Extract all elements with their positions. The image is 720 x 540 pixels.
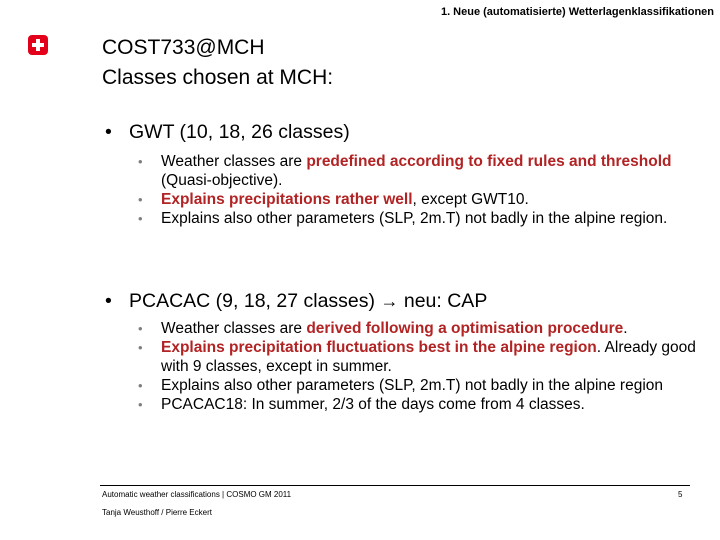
gwt-item-suffix: , except GWT10. <box>412 191 529 208</box>
pcacac-item: • PCACAC18: In summer, 2/3 of the days come from 4 classes. <box>138 396 585 413</box>
pcacac-item: • Weather classes are derived following a optimisation procedure. <box>138 320 628 337</box>
section-header-title: 1. Neue (automatisierte) Wetterlagenklassifikationen <box>440 6 714 18</box>
pcacac-item-highlight: derived following a optimisation procedure <box>306 320 624 337</box>
gwt-heading-text: GWT (10, 18, 26 classes) <box>129 121 350 143</box>
pcacac-heading-suffix: neu: CAP <box>403 290 488 312</box>
gwt-item-highlight: Explains precipitations rather well <box>161 191 413 208</box>
pcacac-item-suffix: . Already good with 9 classes, except in summer. <box>161 339 696 375</box>
footer-event: Automatic weather classifications | COSMO GM 2011 <box>102 490 292 499</box>
gwt-list <box>138 152 708 228</box>
pcacac-item: • Explains precipitation fluctuations best in the alpine region. Already good with 9 classes, except in summer. <box>138 339 696 375</box>
gwt-item-text: Explains also other parameters (SLP, 2m.T) not badly in the alpine region. <box>161 210 668 227</box>
gwt-heading: • GWT (10, 18, 26 classes) <box>105 121 350 143</box>
pcacac-item-suffix: . <box>623 320 628 337</box>
gwt-item-highlight: predefined according to fixed rules and threshold <box>306 153 672 170</box>
gwt-item: • Explains precipitations rather well, except GWT10. <box>138 191 529 208</box>
gwt-item: • Weather classes are predefined according to fixed rules and threshold (Quasi-objective). <box>138 153 672 189</box>
gwt-item: • Explains also other parameters (SLP, 2m.T) not badly in the alpine region. <box>138 210 668 227</box>
title-line-1: COST733@MCH <box>102 36 265 59</box>
pcacac-heading: • PCACAC (9, 18, 27 classes) → neu: CAP <box>105 290 488 312</box>
arrow-right-icon: → <box>380 291 399 311</box>
pcacac-item-text: Weather classes are <box>161 320 307 337</box>
pcacac-item-text: PCACAC18: In summer, 2/3 of the days come from 4 classes. <box>161 396 585 413</box>
footer-authors: Tanja Weusthoff / Pierre Eckert <box>102 508 212 517</box>
pcacac-item-text: Explains also other parameters (SLP, 2m.T) not badly in the alpine region <box>161 377 664 394</box>
pcacac-heading-text: PCACAC (9, 18, 27 classes) <box>129 290 376 312</box>
pcacac-list <box>138 319 708 414</box>
pcacac-item: • Explains also other parameters (SLP, 2m.T) not badly in the alpine region <box>138 377 664 394</box>
title-line-2: Classes chosen at MCH: <box>102 66 334 89</box>
gwt-item-text: Weather classes are <box>161 153 307 170</box>
gwt-item-suffix: (Quasi-objective). <box>161 172 283 189</box>
pcacac-item-highlight: Explains precipitation fluctuations best in the alpine region <box>161 339 597 356</box>
footer-divider <box>100 485 690 486</box>
page-number: 5 <box>678 490 683 499</box>
swiss-cross-icon <box>28 35 48 55</box>
slide-title <box>102 33 333 93</box>
